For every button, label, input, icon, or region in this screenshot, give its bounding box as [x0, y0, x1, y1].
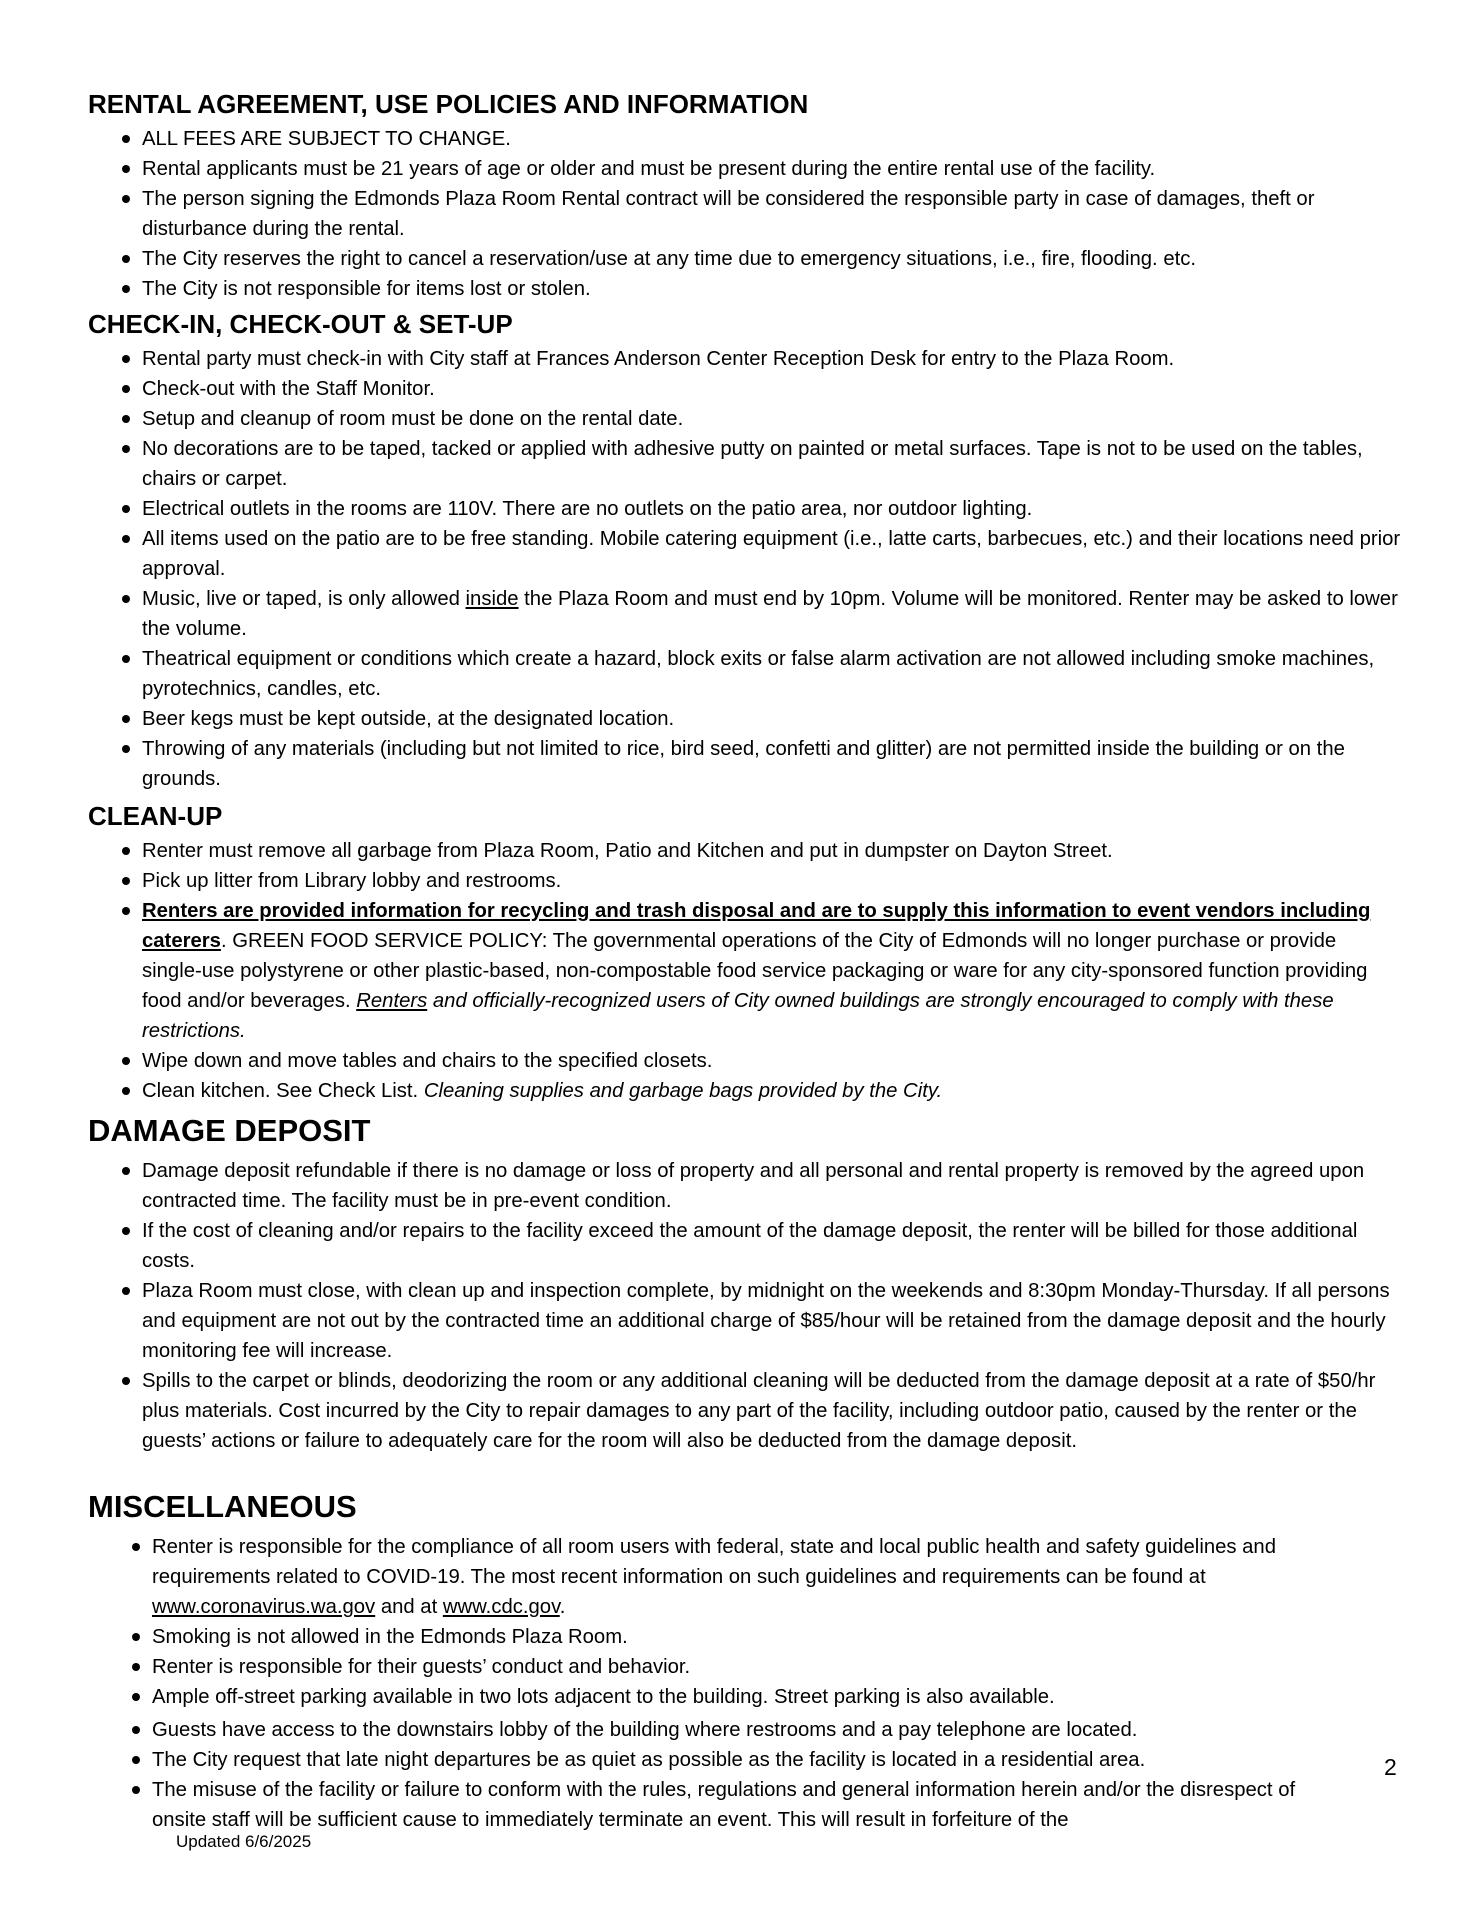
- text-segment: the Plaza Room and must end by 10pm. Volume will be monitored. Renter may be asked to lower the volume.: [142, 588, 1398, 640]
- heading-miscellaneous: MISCELLANEOUS: [88, 1489, 357, 1524]
- list-item: Rental party must check-in with City staff at Frances Anderson Center Reception Desk for entry to the Plaza Room.: [88, 344, 1408, 374]
- list-item: Setup and cleanup of room must be done on the rental date.: [88, 404, 1408, 434]
- list-item: [88, 1532, 1338, 1622]
- list-item: Throwing of any materials (including but not limited to rice, bird seed, confetti and glitter) are not permitted inside the building or on the grounds.: [88, 734, 1408, 794]
- updated-date: Updated 6/6/2025: [176, 1832, 312, 1851]
- rental-policy-list: [88, 124, 1408, 304]
- list-item: Check-out with the Staff Monitor.: [88, 374, 1408, 404]
- damage-deposit-list: [88, 1156, 1408, 1456]
- list-item: The City reserves the right to cancel a reservation/use at any time due to emergency situations, i.e., fire, flooding. etc.: [88, 244, 1408, 274]
- list-item: The City is not responsible for items lost or stolen.: [88, 274, 1408, 304]
- list-item: Rental applicants must be 21 years of age or older and must be present during the entire rental use of the facility.: [88, 154, 1408, 184]
- list-item: Smoking is not allowed in the Edmonds Plaza Room.: [88, 1622, 1338, 1652]
- italic-underlined-word: Renters: [356, 990, 428, 1012]
- list-item: [88, 896, 1378, 1046]
- list-item: Renter must remove all garbage from Plaza Room, Patio and Kitchen and put in dumpster on Dayton Street.: [88, 836, 1378, 866]
- list-item: [88, 584, 1408, 644]
- list-item: Beer kegs must be kept outside, at the designated location.: [88, 704, 1408, 734]
- text-segment: and at: [375, 1596, 443, 1618]
- list-item: If the cost of cleaning and/or repairs to the facility exceed the amount of the damage deposit, the renter will be billed for those additional costs.: [88, 1216, 1408, 1276]
- list-item: Theatrical equipment or conditions which create a hazard, block exits or false alarm activation are not allowed including smoke machines, pyrotechnics, candles, etc.: [88, 644, 1408, 704]
- list-item: Spills to the carpet or blinds, deodorizing the room or any additional cleaning will be deducted from the damage deposit at a rate of $50/hr plus materials. Cost incurred by the City to repair damages to any part of the facility, including outdoor patio, caused by the renter or the guests’ actions or failure to adequately care for the room will also be deducted from the damage deposit.: [88, 1366, 1408, 1456]
- list-item: Ample off-street parking available in two lots adjacent to the building. Street parking is also available.: [88, 1682, 1338, 1712]
- text-segment: . GREEN FOOD SERVICE POLICY: The governmental operations of the City of Edmonds will no longer purchase or provide single-use polystyrene or other plastic-based, non-compostable food service packaging or ware for any city-sponsored function providing food and/or beverages.: [142, 930, 1368, 1012]
- text-segment: Renter is responsible for the compliance of all room users with federal, state and local public health and safety guidelines and requirements related to COVID-19. The most recent information on such guidelines and requirements can be found at: [152, 1536, 1276, 1588]
- heading-rental-agreement: RENTAL AGREEMENT, USE POLICIES AND INFORMATION: [88, 89, 809, 119]
- list-item: Wipe down and move tables and chairs to the specified closets.: [88, 1046, 1378, 1076]
- text-segment: Music, live or taped, is only allowed: [142, 588, 466, 610]
- list-item: Guests have access to the downstairs lobby of the building where restrooms and a pay telephone are located.: [88, 1715, 1338, 1745]
- heading-check-in: CHECK-IN, CHECK-OUT & SET-UP: [88, 309, 513, 339]
- list-item: Plaza Room must close, with clean up and inspection complete, by midnight on the weekends and 8:30pm Monday-Thursday. If all persons and equipment are not out by the contracted time an additional charge of $85/hour will be retained from the damage deposit and the hourly monitoring fee will increase.: [88, 1276, 1408, 1366]
- heading-damage-deposit: DAMAGE DEPOSIT: [88, 1113, 371, 1148]
- clean-up-list: [88, 836, 1378, 1106]
- italic-segment: and officially-recognized users of City owned buildings are strongly encouraged to comply with these restrictions.: [142, 990, 1334, 1042]
- list-item: Renter is responsible for their guests’ conduct and behavior.: [88, 1652, 1338, 1682]
- list-item: Damage deposit refundable if there is no damage or loss of property and all personal and rental property is removed by the agreed upon contracted time. The facility must be in pre-event condition.: [88, 1156, 1408, 1216]
- miscellaneous-list: [88, 1532, 1338, 1835]
- cdc-link[interactable]: www.cdc.gov: [442, 1596, 560, 1618]
- list-item: Electrical outlets in the rooms are 110V. There are no outlets on the patio area, nor outdoor lighting.: [88, 494, 1408, 524]
- list-item: The misuse of the facility or failure to conform with the rules, regulations and general information herein and/or the disrespect of onsite staff will be sufficient cause to immediately terminate an event. This will result in forfeiture of the: [88, 1775, 1338, 1835]
- list-item: The City request that late night departures be as quiet as possible as the facility is located in a residential area.: [88, 1745, 1338, 1775]
- list-item: The person signing the Edmonds Plaza Room Rental contract will be considered the responsible party in case of damages, theft or disturbance during the rental.: [88, 184, 1408, 244]
- text-segment: Clean kitchen. See Check List.: [142, 1080, 424, 1102]
- text-segment: .: [559, 1596, 566, 1618]
- list-item: [88, 1076, 1378, 1106]
- list-item: All items used on the patio are to be free standing. Mobile catering equipment (i.e., latte carts, barbecues, etc.) and their locations need prior approval.: [88, 524, 1408, 584]
- heading-clean-up: CLEAN-UP: [88, 801, 223, 831]
- page-number: 2: [1384, 1754, 1397, 1780]
- coronavirus-link[interactable]: www.coronavirus.wa.gov: [152, 1596, 376, 1618]
- list-item: ALL FEES ARE SUBJECT TO CHANGE.: [88, 124, 1408, 154]
- check-in-list: [88, 344, 1408, 794]
- list-item: Pick up litter from Library lobby and restrooms.: [88, 866, 1378, 896]
- recycling-notice: Renters are provided information for recycling and trash disposal and are to supply this information to event vendors including caterers: [142, 900, 1371, 952]
- list-item: No decorations are to be taped, tacked or applied with adhesive putty on painted or metal surfaces. Tape is not to be used on the tables, chairs or carpet.: [88, 434, 1408, 494]
- underlined-word: inside: [465, 588, 519, 610]
- italic-segment: Cleaning supplies and garbage bags provided by the City.: [423, 1080, 943, 1102]
